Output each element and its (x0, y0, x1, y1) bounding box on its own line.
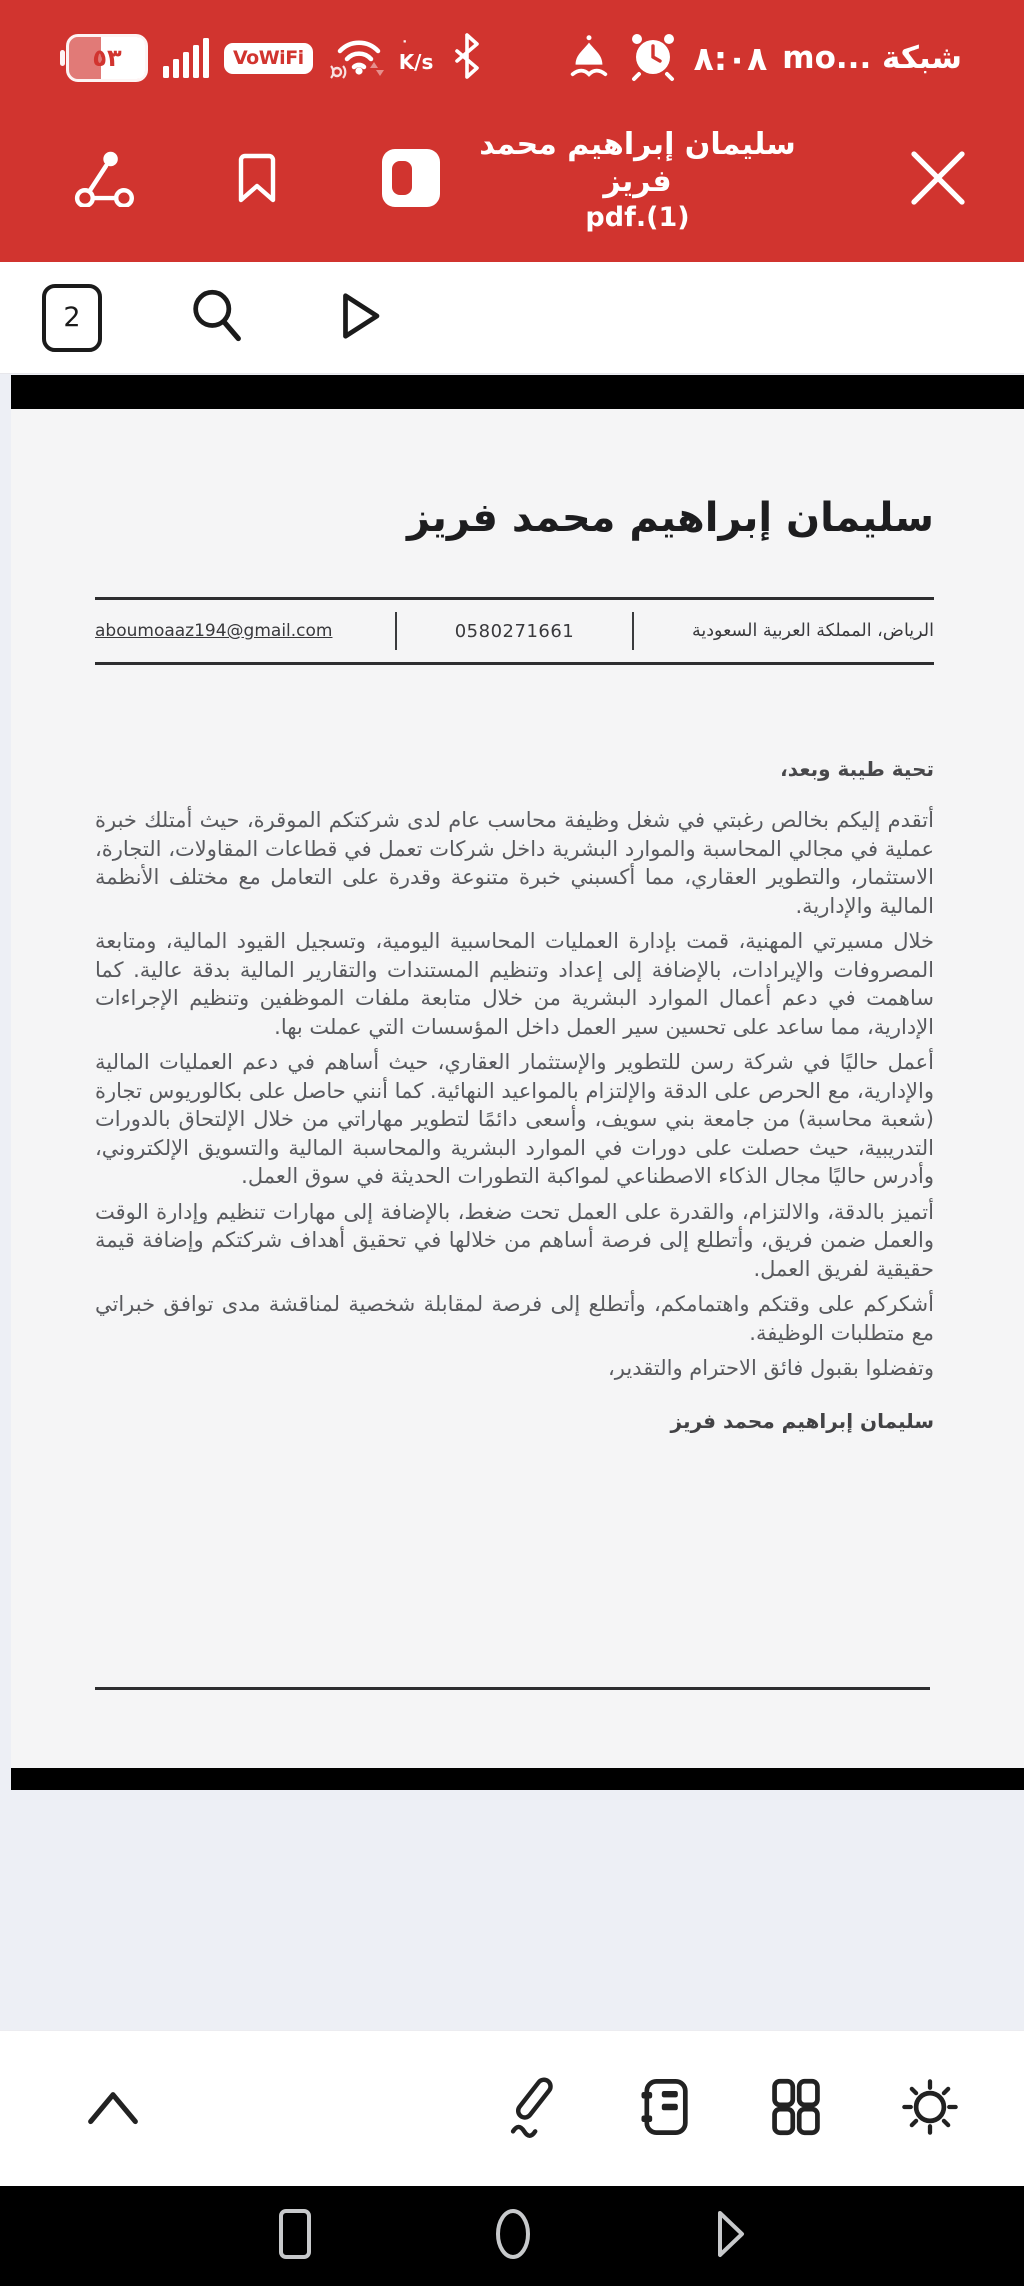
cover-letter-paragraph: وتفضلوا بقبول فائق الاحترام والتقدير، (608, 1356, 934, 1380)
pdf-viewer-area[interactable] (0, 374, 1024, 2030)
status-left-cluster (66, 30, 486, 86)
search-icon[interactable] (186, 284, 248, 352)
bluetooth-icon (448, 31, 486, 85)
cover-letter-paragraph: أتميز بالدقة، والالتزام، والقدرة على العمل تحت ضغط، بالإضافة إلى مهارات تنظيم وإدارة الوقت والعمل ضمن فريق، وأتطلع إلى فرصة أساهم من خلالها في تحقيق أهداف شركتكم وإضافة قيمة حقيقية لفريق العمل. (95, 1199, 934, 1281)
recents-button[interactable] (272, 2204, 318, 2268)
battery-percent: ٥٣ (92, 44, 122, 72)
page-bottom-black-band (11, 1768, 1024, 1790)
cover-letter-paragraph: أشكركم على وقتكم واهتمامكم، وأتطلع إلى فرصة لمقابلة شخصية لمناقشة مدى توافق خبراتي مع متطلبات الوظيفة. (95, 1292, 934, 1345)
cv-title: سليمان إبراهيم محمد فريز (407, 495, 934, 541)
clock-time: ٨:٠٨ (693, 38, 768, 78)
contact-row (95, 600, 934, 662)
pdf-page[interactable] (11, 375, 1024, 1790)
reader-mode-icon[interactable] (381, 148, 441, 212)
carrier-name: mo... شبكة (782, 40, 962, 76)
vowifi-badge: VoWiFi (224, 43, 313, 74)
cover-letter-paragraph: خلال مسيرتي المهنية، قمت بإدارة العمليات المحاسبية اليومية، وتسجيل القيود المالية، ومتابعة المصروفات والإيرادات، بالإضافة إلى إعداد وتنظيم المستندات والتقارير المالية بدقة عالية. كما ساهمت في دعم أعمال الموارد البشرية من خلال متابعة ملفات الموظفين وتنظيم الإجراءات الإدارية، مما ساعد على تحسين سير العمل داخل المؤسسات التي عملت بها. (95, 929, 934, 1039)
back-button[interactable] (708, 2204, 752, 2268)
bookmark-icon[interactable] (233, 149, 281, 211)
divider-line-bottom (95, 662, 934, 665)
brightness-icon[interactable] (900, 2076, 960, 2142)
app-header (0, 110, 1024, 262)
file-title-extension: (1).pdf (585, 201, 690, 233)
chevron-up-icon[interactable] (84, 2085, 142, 2133)
email-link[interactable]: aboumoaaz194@gmail.com (95, 621, 333, 641)
close-icon[interactable] (902, 142, 974, 218)
signal-bars-icon (163, 38, 209, 78)
prayer-mosque-icon (566, 31, 612, 85)
play-read-icon[interactable] (332, 286, 386, 350)
wifi-hotspot-icon (328, 30, 384, 86)
network-speed-unit: K/s (398, 50, 434, 74)
location-text: الرياض، المملكة العربية السعودية (692, 621, 934, 641)
home-button[interactable] (490, 2204, 536, 2268)
status-right-cluster (566, 30, 962, 86)
share-nodes-icon[interactable] (72, 149, 138, 211)
network-speed (398, 34, 434, 74)
file-title-name: سليمان إبراهيم محمد فريز (479, 126, 796, 200)
cover-letter-paragraph: أتقدم إليكم بخالص رغبتي في شغل وظيفة محاسب عام لدى شركتكم الموقرة، حيث أمتلك خبرة عملية في مجالي المحاسبة والموارد البشرية داخل شركات تعمل في قطاعات المقاولات، التجارة، الاستثمار، والتطوير العقاري، مما أكسبني خبرة متنوعة وقدرة على التعامل مع مختلف الأنظمة المالية والإدارية. (95, 808, 934, 918)
bottom-toolbar (0, 2030, 1024, 2186)
battery-icon (66, 34, 148, 82)
pen-annotate-icon[interactable] (504, 2076, 562, 2142)
file-title (441, 126, 834, 235)
notes-list-icon[interactable] (638, 2076, 692, 2142)
status-bar (0, 0, 1024, 110)
network-speed-value: ٠ (400, 34, 409, 49)
page-top-black-band (11, 375, 1024, 409)
android-navigation-bar (0, 2186, 1024, 2286)
footer-divider-line (95, 1687, 930, 1690)
page-content (11, 409, 1024, 1768)
alarm-clock-icon (627, 30, 679, 86)
signature-name: سليمان إبراهيم محمد فريز (670, 1408, 934, 1433)
document-toolbar (0, 262, 1024, 374)
phone-number: 0580271661 (454, 620, 575, 642)
bottom-toolbar-actions (504, 2076, 960, 2142)
greeting-line: تحية طيبة وبعد، (780, 757, 934, 781)
battery-cap (60, 50, 65, 66)
grid-view-icon[interactable] (768, 2077, 824, 2141)
cover-letter-paragraph: أعمل حاليًا في شركة رسن للتطوير والإستثمار العقاري، حيث أساهم في دعم العمليات المالية والإدارية، مع الحرص على الدقة والإلتزام بالمواعيد النهائية. كما أنني حاصل على بكالوريوس تجارة (شعبة محاسبة) من جامعة بني سويف، وأسعى دائمًا لتطوير مهاراتي من خلال الإلتحاق بالدورات التدريبية، حيث حصلت على دورات في الموارد البشرية والمحاسبة المالية والتسويق الإلكتروني، وأدرس حاليًا مجال الذكاء الاصطناعي لمواكبة التطورات الحديثة في سوق العمل. (95, 1050, 934, 1188)
page-number-button[interactable]: 2 (42, 284, 102, 352)
